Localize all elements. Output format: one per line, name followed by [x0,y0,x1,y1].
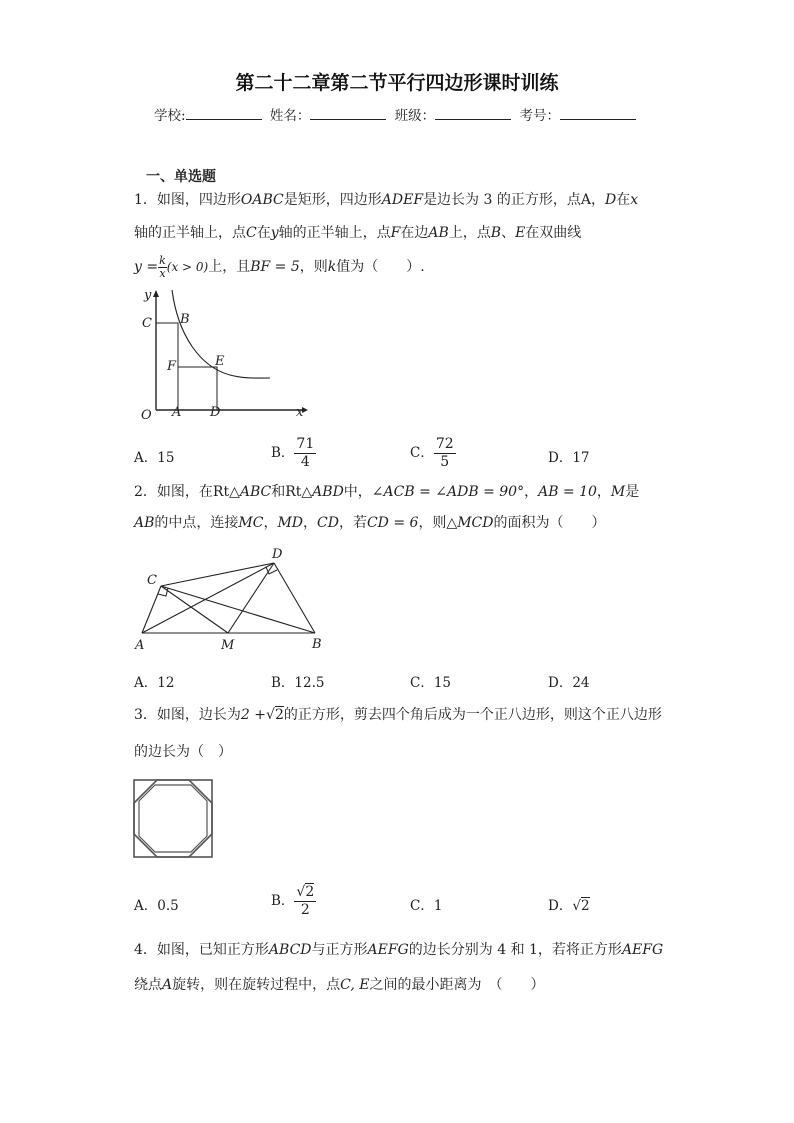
q1-math: k [327,259,337,275]
q2-line1 [134,482,639,502]
segment-md [228,563,274,633]
segment-cd [161,563,274,586]
q1-math: (x > 0) [166,260,209,274]
class-blank[interactable] [435,107,511,120]
q2-text: 的中点，连接 [154,515,239,531]
q1-math: y = [134,259,159,275]
q2-line2 [134,513,605,533]
q1-line1 [134,190,638,210]
q4-math: ABCD [268,942,312,958]
q2-option-c[interactable]: C．15 [410,675,452,691]
q2-option-b[interactable]: B．12.5 [271,675,325,691]
q1-text: 在边 [400,225,429,241]
label-a: A [135,638,145,653]
student-info-line [0,104,794,124]
q1-math: x [630,192,639,208]
q1-text: 在双曲线 [525,225,582,241]
q4-text: 旋转，则在旋转过程中，点 [172,977,341,993]
label-f: F [167,359,177,374]
name-label: 姓名： [269,108,311,124]
label-c: C [147,573,157,588]
q1-option-b[interactable] [271,436,316,471]
q2-text: 的面积为（ ） [493,515,606,531]
frac-den: 5 [440,454,450,470]
q4-text: 的边长分别为 4 和 1，若将正方形 [408,942,622,958]
label-m: M [221,638,235,653]
q1-math: ADEF [381,192,424,208]
school-label: 学校: [154,108,186,124]
q2-math: CD [317,515,339,531]
q4-text: 绕点 [134,977,162,993]
option-prefix: D． [548,898,573,914]
frac-num: 71 [296,436,315,452]
q3-text: 的正方形，剪去四个角后成为一个正八边形，则这个正八边形 [283,707,662,723]
segment-ac [142,586,161,633]
q1-line3 [134,252,425,282]
sqrt-radicand: 2 [305,884,315,900]
inner-octagon [139,785,207,852]
label-c: C [142,316,152,331]
q4-text: 之间的最小距离为 （ ） [369,977,545,993]
q2-text: ， [524,484,539,500]
option-prefix: B． [271,893,295,909]
frac-num: √2 [296,884,315,900]
q4-text: 与正方形 [311,942,368,958]
section-heading: 一、单选题 [146,169,216,185]
q4-math: A [162,977,173,993]
q1-math: E [515,225,526,241]
sqrt-symbol: √ [266,707,275,723]
q3-math: 2 + [240,707,267,723]
q4-math: C, E [340,977,370,993]
q3-option-d[interactable] [548,894,590,914]
sqrt-symbol: √ [572,898,581,914]
q2-text: ，则 [418,515,447,531]
sqrt-radicand: 2 [274,707,284,723]
q4-math: AEFG [621,942,664,958]
q2-math: Rt△ [212,484,240,500]
label-d: D [210,405,221,420]
q4-line1 [134,940,663,960]
q2-math: CD = 6 [366,515,419,531]
q3-option-b[interactable] [271,884,316,919]
q2-math: Rt△ [285,484,313,500]
q1-math: D [605,192,617,208]
label-o: O [141,408,152,423]
frac-num: 72 [435,436,454,452]
q2-math: MC [238,515,264,531]
q2-text: 和 [271,484,286,500]
q1-text: 上，且 [208,259,251,275]
q3-option-c[interactable]: C．1 [410,898,443,914]
q1-text: 是矩形，四边形 [283,192,382,208]
q3-option-a[interactable]: A．0.5 [134,898,179,914]
q1-line2 [134,223,581,243]
q1-text: 是边长为 3 的正方形，点 [423,192,581,208]
q1-text: 在 [256,225,271,241]
q2-text: 中， [343,484,372,500]
label-y: y [144,288,152,303]
exam-no-label: 考号： [519,108,560,124]
q2-text: ， [303,515,318,531]
q1-option-d[interactable]: D．17 [548,450,590,466]
q1-math: BF = 5 [250,259,300,275]
option-prefix: B． [271,445,295,461]
q4-text: 4．如图，已知正方形 [134,942,269,958]
sqrt-radicand: 2 [580,898,590,914]
q2-math: ∠ACB = ∠ADB = 90° [371,484,525,500]
q1-text: 、 [501,225,516,241]
q2-text: ， [263,515,278,531]
frac-den: x [159,266,166,280]
segment-ad [142,563,274,633]
q2-math: △MCD [446,515,494,531]
square-adef [178,367,217,410]
q2-option-a[interactable]: A．12 [134,675,175,691]
q1-text: ，则 [299,259,328,275]
option-prefix: C． [410,445,434,461]
exam-no-blank[interactable] [560,107,636,120]
q2-text: 2．如图，在 [134,484,213,500]
q1-text: 在 [616,192,631,208]
q1-text: 轴的正半轴上，点 [134,225,246,241]
page-title: 第二十二章第二节平行四边形课时训练 [235,72,559,94]
class-label: 班级： [394,108,436,124]
q3-line2: 的边长为（ ） [134,744,232,760]
q2-math: MD [277,515,304,531]
school-blank[interactable] [186,107,262,120]
label-x: x [296,405,304,420]
q1-text: 轴的正半轴上，点 [278,225,391,241]
q2-option-d[interactable]: D．24 [548,675,590,691]
q1-math: C [246,225,257,241]
q1-math: AB [428,225,449,241]
frac-den: 2 [300,902,310,918]
q2-text: ，若 [338,515,367,531]
q1-math: F [390,225,401,241]
q1-figure [130,285,310,425]
option-fraction [294,436,316,471]
label-a: A [172,405,182,420]
label-b: B [312,637,322,652]
q3-line1 [134,705,662,725]
q1-text: ， [591,192,605,208]
label-b: B [180,312,190,327]
name-blank[interactable] [310,107,386,120]
q2-text: 是 [625,484,640,500]
y-arrow [153,290,159,297]
q1-text: 1．如图，四边形 [134,192,241,208]
q2-text: ， [596,484,611,500]
q1-text: A [580,192,591,208]
q2-math: AB [134,515,155,531]
q1-fraction [158,255,167,280]
q1-text: 上，点 [448,225,491,241]
octagon [134,780,212,857]
q4-line2 [134,975,544,995]
frac-den: 4 [300,454,310,470]
q1-math: y [270,225,279,241]
q2-math: ABC [239,484,272,500]
q1-math: OABC [240,192,284,208]
q2-math: M [610,484,626,500]
q4-math: AEFG [367,942,409,958]
q2-math: ABD [312,484,344,500]
q1-option-c[interactable] [410,436,456,471]
q1-option-a[interactable]: A．15 [134,450,175,466]
q3-text: 3．如图，边长为 [134,707,241,723]
q2-figure [130,543,330,655]
q2-math: AB = 10 [538,484,597,500]
label-d: D [272,547,283,562]
option-fraction [294,884,316,919]
option-fraction [434,436,456,471]
frac-num: k [159,253,166,267]
q1-math: B [490,225,502,241]
q3-figure [133,779,215,859]
q1-text: 值为（ ）. [336,259,425,275]
label-e: E [215,354,225,369]
